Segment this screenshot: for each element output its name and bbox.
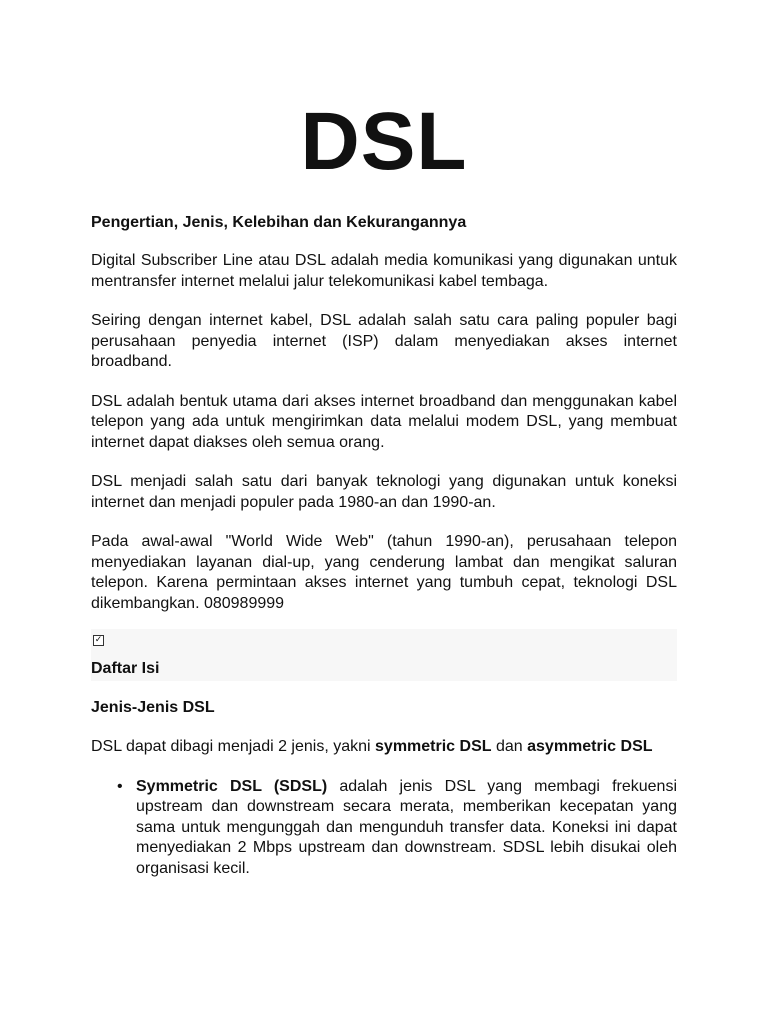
table-of-contents[interactable] xyxy=(91,629,677,681)
section-heading: Jenis-Jenis DSL xyxy=(91,699,215,716)
toc-title[interactable]: Daftar Isi xyxy=(91,660,160,677)
term-symmetric-dsl: symmetric DSL xyxy=(375,738,492,755)
bullet-icon: • xyxy=(117,777,123,795)
paragraph-www: Pada awal-awal "World Wide Web" (tahun 1990-an), perusahaan telepon menyediakan layanan dial-up, yang cenderung lambat dan mengikat saluran telepon. Karena permintaan akses internet yang tumbuh cepat, teknologi DSL dikembangkan. 080989999 xyxy=(91,533,677,612)
page-title: DSL xyxy=(300,96,468,187)
term-asymmetric-dsl: asymmetric DSL xyxy=(527,738,653,755)
intro-text: DSL dapat dibagi menjadi 2 jenis, yakni xyxy=(91,738,376,755)
paragraph-definition: Digital Subscriber Line atau DSL adalah media komunikasi yang digunakan untuk mentransfer internet melalui jalur telekomunikasi kabel tembaga. xyxy=(91,252,677,290)
paragraph-broadband: DSL adalah bentuk utama dari akses internet broadband dan menggunakan kabel telepon yang ada untuk mengirimkan data melalui modem DSL, yang membuat internet dapat diakses oleh semua orang. xyxy=(91,392,677,451)
list-item xyxy=(117,777,678,880)
types-list xyxy=(91,777,677,880)
paragraph-history: DSL menjadi salah satu dari banyak teknologi yang digunakan untuk koneksi internet dan menjadi populer pada 1980-an dan 1990-an. xyxy=(91,473,677,511)
list-item-text: adalah jenis DSL yang membagi frekuensi upstream dan downstream secara merata, memberikan kecepatan yang sama untuk mengunggah dan mengunduh transfer data. Koneksi ini dapat menyediakan 2 Mbps upstream dan downstream. SDSL lebih disukai oleh organisasi kecil. xyxy=(136,777,678,877)
list-item-term: Symmetric DSL (SDSL) xyxy=(136,777,328,795)
intro-conjunction: dan xyxy=(491,738,528,755)
paragraph-popularity: Seiring dengan internet kabel, DSL adalah salah satu cara paling populer bagi perusahaan penyedia internet (ISP) dalam menyediakan akses internet broadband. xyxy=(91,312,677,370)
page-subtitle: Pengertian, Jenis, Kelebihan dan Kekurangannya xyxy=(91,214,467,231)
paragraph-types-intro xyxy=(91,737,677,758)
checkbox-icon[interactable]: ✓ xyxy=(94,635,103,645)
